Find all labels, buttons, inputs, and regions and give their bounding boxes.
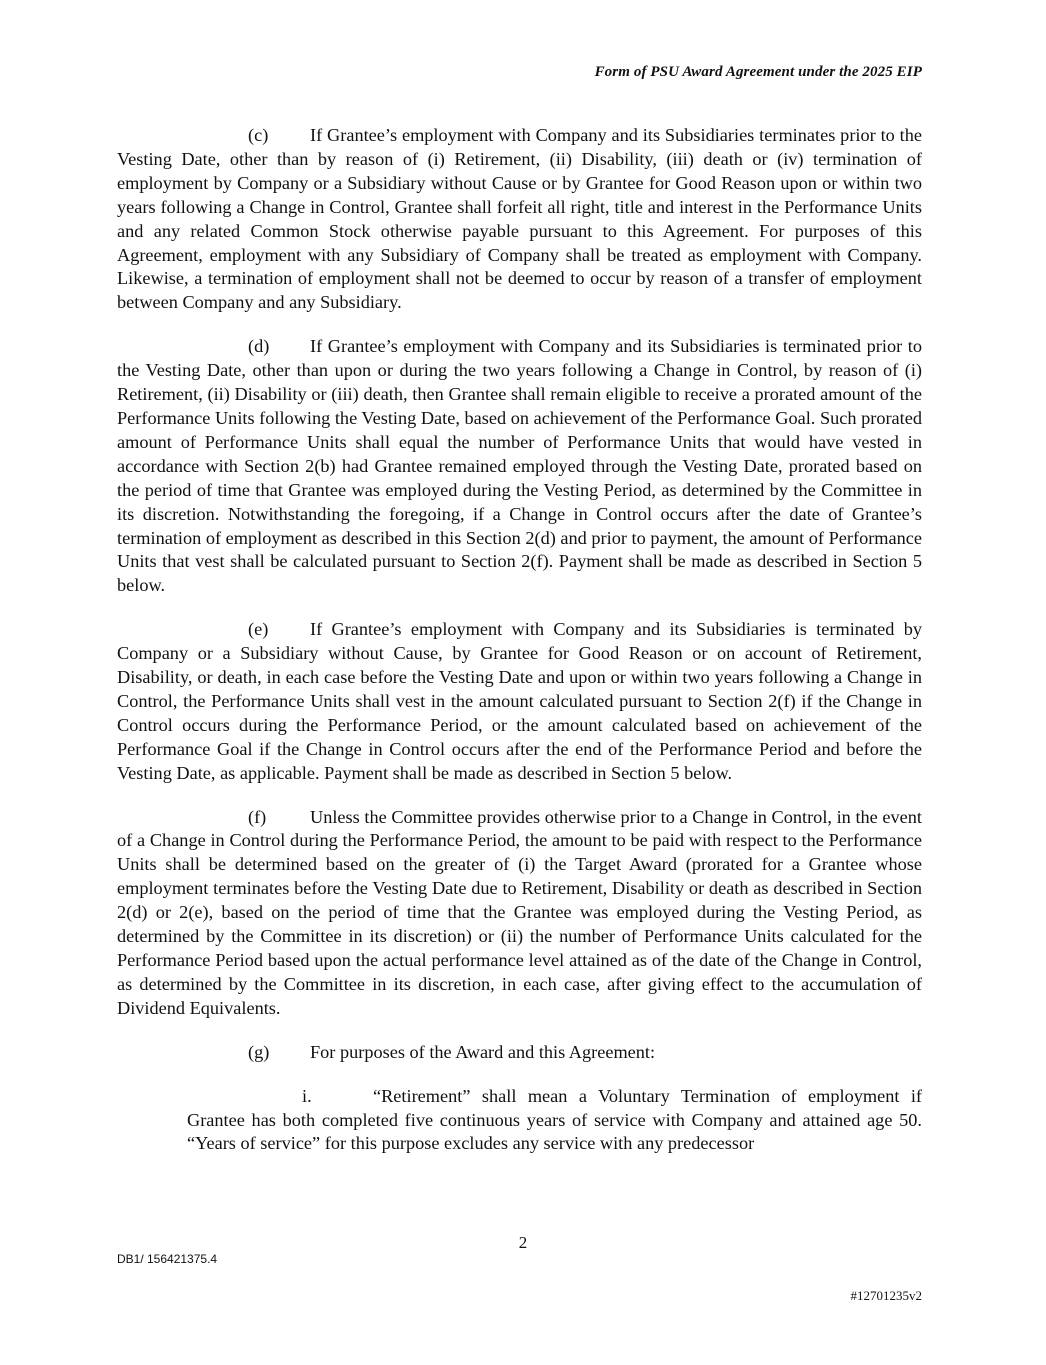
paragraph-g-i-text: “Retirement” shall mean a Voluntary Termination of employment if Grantee has both completed five continuous years of service with Company and attained age 50. “Years of service” for this purpose excludes any service with any predecessor xyxy=(187,1085,922,1154)
paragraph-g xyxy=(117,1041,922,1065)
page-number: 2 xyxy=(518,1233,528,1252)
paragraph-c-text: If Grantee’s employment with Company and its Subsidiaries terminates prior to the Vesting Date, other than by reason of (i) Retirement, (ii) Disability, (iii) death or (iv) termination of employment by Company or a Subsidiary without Cause or by Grantee for Good Reason upon or within two years following a Change in Control, Grantee shall forfeit all right, title and interest in the Performance Units and any related Common Stock otherwise payable pursuant to this Agreement. For purposes of this Agreement, employment with any Subsidiary of Company shall be treated as employment with Company. Likewise, a termination of employment shall not be deemed to occur by reason of a transfer of employment between Company and any Subsidiary. xyxy=(117,125,922,313)
paragraph-f xyxy=(117,806,922,1021)
paragraph-d xyxy=(117,335,922,598)
paragraph-g-text: For purposes of the Award and this Agreement: xyxy=(310,1041,656,1062)
paragraph-f-text: Unless the Committee provides otherwise prior to a Change in Control, in the event of a Change in Control during the Performance Period, the amount to be paid with respect to the Performance Units shall be determined based on the greater of (i) the Target Award (prorated for a Grantee whose employment terminates before the Vesting Date due to Retirement, Disability or death as described in Section 2(d) or 2(e), based on the period of time that the Grantee was employed during the Vesting Period, as determined by the Committee in its discretion) or (ii) the number of Performance Units calculated for the Performance Period based upon the actual performance level attained as of the date of the Change in Control, as determined by the Committee in its discretion, in each case, after giving effect to the accumulation of Dividend Equivalents. xyxy=(117,806,922,1018)
paragraph-c xyxy=(117,124,922,315)
paragraph-e xyxy=(117,618,922,785)
paragraph-d-text: If Grantee’s employment with Company and its Subsidiaries is terminated prior to the Vesting Date, other than upon or during the two years following a Change in Control, by reason of (i) Retirement, (ii) Disability or (iii) death, then Grantee shall remain eligible to receive a prorated amount of the Performance Units following the Vesting Date, based on achievement of the Performance Goal. Such prorated amount of Performance Units shall equal the number of Performance Units that would have vested in accordance with Section 2(b) had Grantee remained employed through the Vesting Date, prorated based on the period of time that Grantee was employed during the Vesting Period, as determined by the Committee in its discretion. Notwithstanding the foregoing, if a Change in Control occurs after the date of Grantee’s termination of employment as described in this Section 2(d) and prior to payment, the amount of Performance Units that vest shall be calculated pursuant to Section 2(f). Payment shall be made as described in Section 5 below. xyxy=(117,336,922,596)
paragraph-e-label: (e) xyxy=(248,619,269,640)
document-header-title: Form of PSU Award Agreement under the 2025 EIP xyxy=(594,64,922,80)
paragraph-d-label: (d) xyxy=(248,336,270,357)
document-version: #12701235v2 xyxy=(850,1288,922,1303)
paragraph-c-label: (c) xyxy=(248,125,269,145)
paragraph-f-label: (f) xyxy=(248,806,267,827)
paragraph-e-text: If Grantee’s employment with Company and its Subsidiaries is terminated by Company or a Subsidiary without Cause, by Grantee for Good Reason or on account of Retirement, Disability, or death, in each case before the Vesting Date and upon or within two years following a Change in Control, the Performance Units shall vest in the amount calculated pursuant to Section 2(f) if the Change in Control occurs during the Performance Period, or the amount calculated based on achievement of the Performance Goal if the Change in Control occurs after the end of the Performance Period and before the Vesting Date, as applicable. Payment shall be made as described in Section 5 below. xyxy=(117,619,922,783)
paragraph-g-i xyxy=(187,1085,922,1157)
paragraph-g-label: (g) xyxy=(248,1041,270,1062)
document-body xyxy=(117,124,922,1156)
paragraph-g-i-label: i. xyxy=(302,1085,312,1106)
document-id: DB1/ 156421375.4 xyxy=(117,1252,218,1266)
